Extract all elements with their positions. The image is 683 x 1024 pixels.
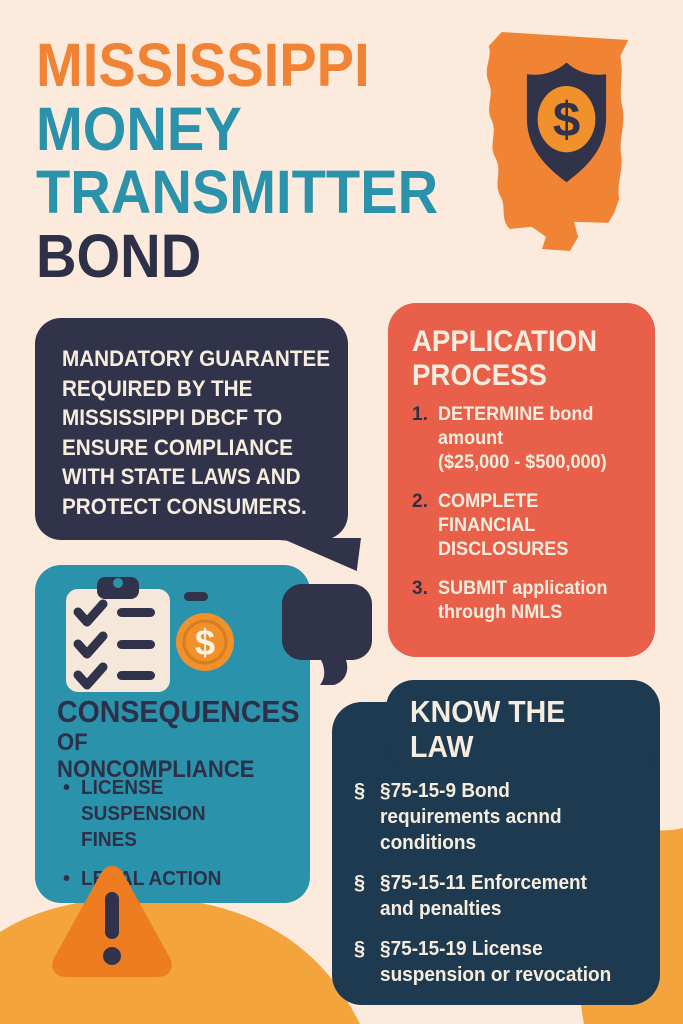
title-word-bond: BOND [36,222,202,290]
application-steps-list [412,403,637,625]
know-the-law-heading: KNOW THE LAW [410,694,566,764]
application-step [412,403,637,475]
dash-accent [184,592,208,601]
consequence-text: LECAL ACTION [81,868,222,890]
shield-icon [513,58,620,191]
consequences-subheading: OF NONCOMPLIANCE [57,729,255,783]
title-word-mississippi: MISSISSIPPI [36,31,370,99]
application-process-box [388,303,655,657]
consequences-heading: CONSEQUENCES [57,694,300,729]
bullet-dot: • [63,868,71,890]
know-the-law-box [332,680,660,1005]
law-item-text: §75-15-19 License suspension or revocation [380,938,612,986]
warning-triangle-icon [42,858,182,990]
section-marker: § [354,780,366,802]
coin-dollar-sign: $ [194,622,216,663]
step-number: 3. [412,578,428,599]
step-text: SUBMIT application through NMLS [438,578,608,623]
law-item-text: §75-15-11 Enforcement and penalties [380,872,587,920]
section-marker: § [354,938,366,960]
exclamation-bar [105,892,119,939]
law-item [354,870,644,922]
intro-bubble-text: MANDATORY GUARANTEE REQUIRED BY THE MISSISSIPPI DBCF TO ENSURE COMPLIANCE WITH STATE LAWS AND PROTECT CONSUMERS. [62,346,331,519]
consequence-item [63,775,298,853]
application-process-heading: APPLICATION PROCESS [412,325,598,392]
section-marker: § [354,872,366,894]
navy-speech-blob [276,580,376,692]
shield-dollar-sign: $ [552,92,581,148]
application-step [412,577,637,625]
exclamation-dot [103,947,121,965]
bullet-dot: • [63,777,71,799]
consequences-box [35,565,310,903]
step-number: 2. [412,491,428,512]
consequence-text: LICENSE SUSPENSION FINES [81,777,206,851]
checklist-clipboard-icon [53,568,238,700]
dollar-coin-icon [176,613,234,671]
application-step [412,490,637,562]
step-number: 1. [412,404,428,425]
law-item [354,936,644,988]
step-text: COMPLETE FINANCIAL DISCLOSURES [438,491,569,560]
title-word-transmitter: TRANSMITTER [36,158,439,226]
step-text: DETERMINE bond amount ($25,000 - $500,000) [438,404,607,473]
law-item-text: §75-15-9 Bond requirements acnnd conditions [380,780,562,854]
title-word-money: MONEY [36,95,242,163]
law-items-list [354,778,644,988]
law-item [354,778,644,856]
